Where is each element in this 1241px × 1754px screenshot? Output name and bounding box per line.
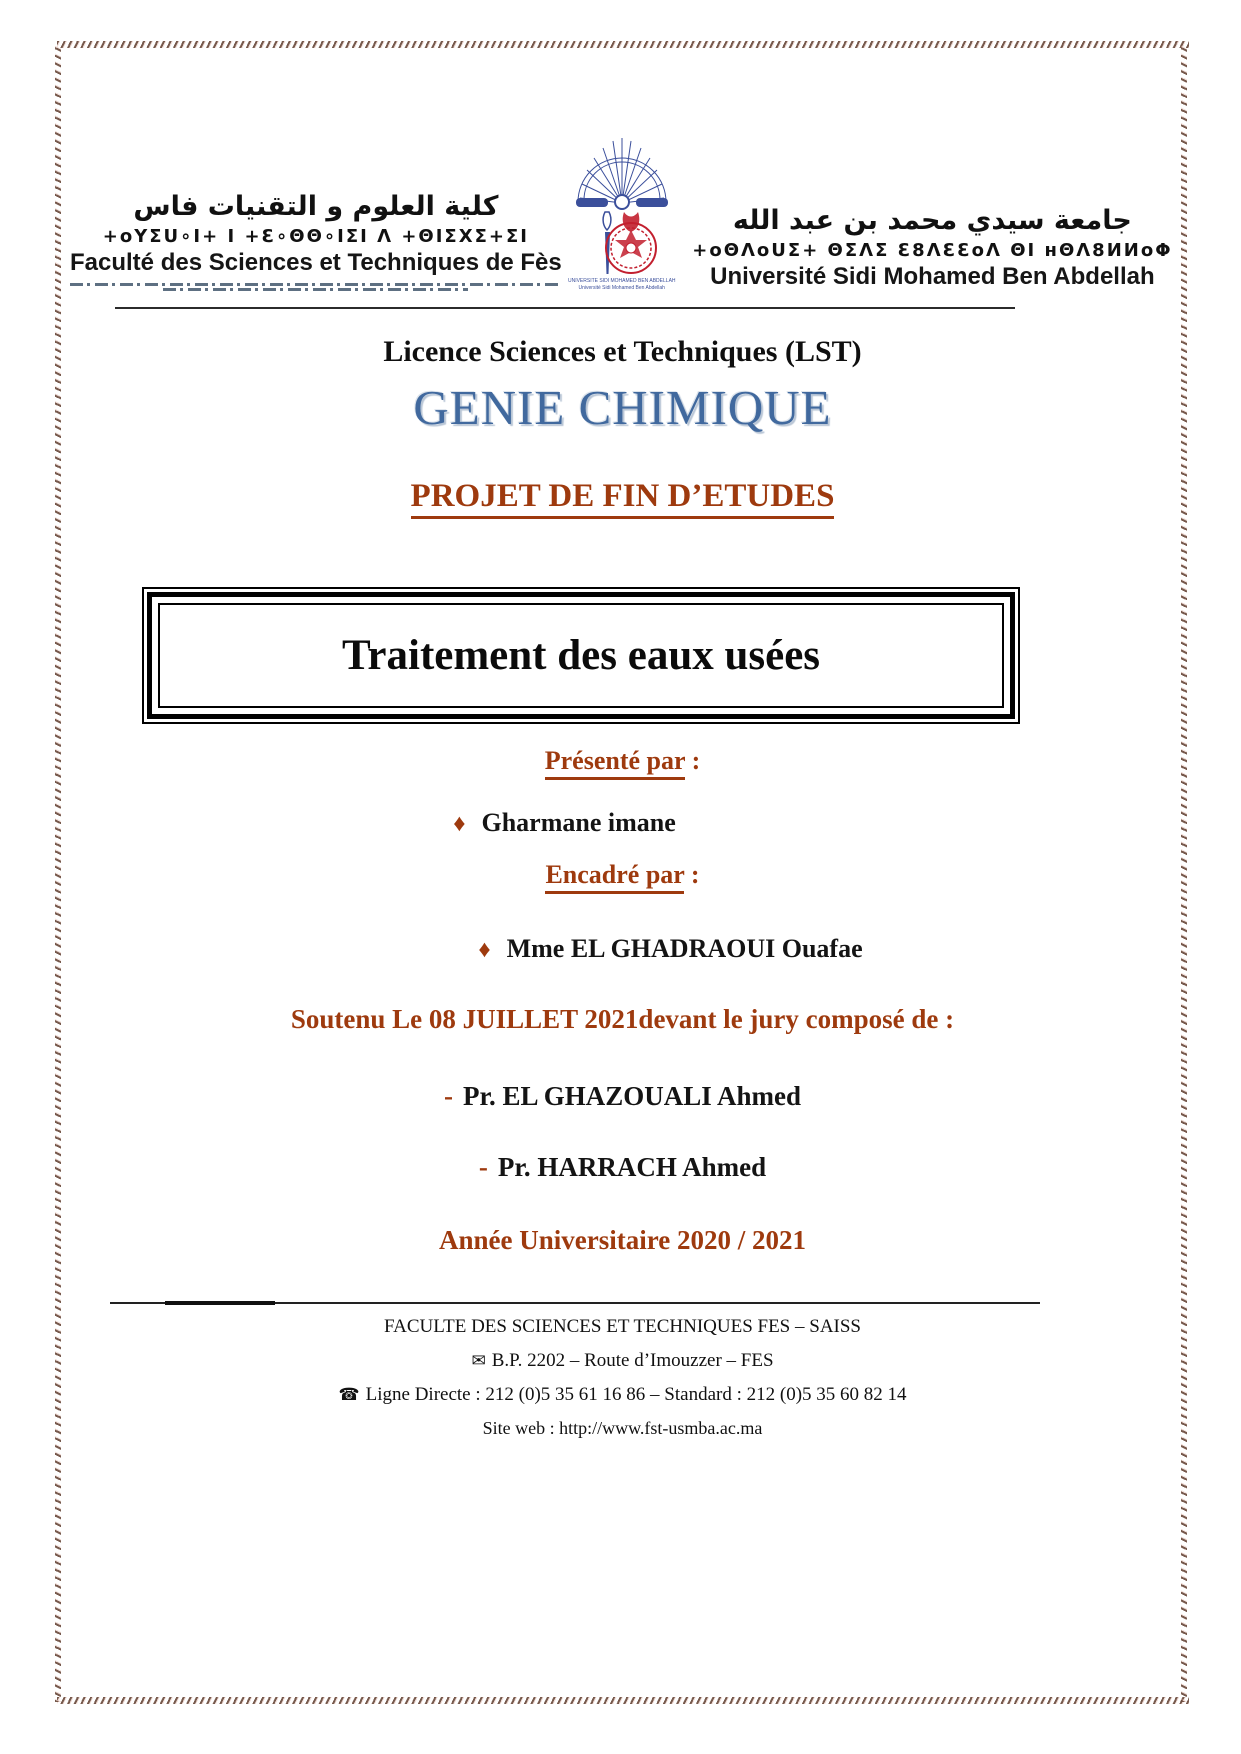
page-content [70,0,1175,1439]
supervisor-line [118,934,1223,964]
footer-address-line [70,1350,1175,1372]
thesis-title-box [142,587,1020,724]
logo-caption-bottom: Université Sidi Mohamed Ben Abdellah [578,284,665,291]
jury-member-name: Pr. HARRACH Ahmed [497,1152,767,1182]
jury-member-line [70,1152,1175,1183]
footer-rule-accent [165,1301,275,1305]
faculty-block [70,190,562,291]
diamond-bullet-icon: ♦ [478,937,491,963]
report-type [70,478,1175,515]
thesis-title-box-inner [158,603,1004,708]
header-rule [115,307,1015,309]
footer-phone-text: Ligne Directe : 212 (0)5 35 61 16 86 – Standard : 212 (0)5 35 60 82 14 [365,1384,907,1405]
footer-website-line: Site web : http://www.fst-usmba.ac.ma [482,1418,763,1438]
student-name: Gharmane imane [481,808,676,837]
student-line [12,808,1117,838]
university-block [682,204,1175,291]
logo-caption-top: UNIVERSITÉ SIDI MOHAMED BEN ABDELLAH [567,278,676,284]
telephone-icon: ☎ [338,1385,360,1405]
thesis-title-box-mid [147,592,1015,719]
envelope-icon: ✉ [471,1351,486,1371]
supervisor-name: Mme EL GHADRAOUI Ouafae [506,934,863,963]
diamond-bullet-icon: ♦ [453,811,466,837]
academic-year: Année Universitaire 2020 / 2021 [439,1225,806,1255]
faculty-name-arabic: كلية العلوم و التقنيات فاس [133,191,499,223]
footer-faculty-line: FACULTE DES SCIENCES ET TECHNIQUES FES – SAISS [383,1316,861,1337]
supervised-by-section [70,860,1175,890]
report-type-label: PROJET DE FIN D’ETUDES [411,478,835,519]
page-border-bottom [57,1697,1189,1704]
page-border-left [55,46,61,1702]
faculty-name-french: Faculté des Sciences et Techniques de Fès [70,249,562,276]
jury-member-line [70,1081,1175,1112]
university-name-arabic: جامعة سيدي محمد بن عبد الله [732,205,1132,237]
thesis-title: Traitement des eaux usées [341,632,821,679]
page-border-right [1181,46,1187,1702]
university-logo [562,128,682,291]
presented-by-section [70,746,1175,776]
university-logo-icon [574,128,670,278]
university-name-french: Université Sidi Mohamed Ben Abdellah [710,263,1155,290]
jury-dash: - [443,1081,453,1111]
presented-by-colon: : [685,746,701,775]
cover-body [70,335,1175,1256]
letterhead [70,128,1175,291]
supervised-by-colon: : [684,860,700,889]
footer [70,1316,1175,1439]
footer-address-text: B.P. 2202 – Route d’Imouzzer – FES [491,1350,774,1371]
university-name-tifinagh: +oΘΛoUΣ+ ΘΣΛΣ Ɛ8ΛƐƐoΛ ΘI ʜΘΛ8ИИoΦ [692,240,1173,261]
jury-member-name: Pr. EL GHAZOUALI Ahmed [462,1081,802,1111]
jury-dash: - [478,1152,488,1182]
degree-title: GENIE CHIMIQUE [413,380,832,435]
defense-line: Soutenu Le 08 JUILLET 2021devant le jury composé de : [290,1004,955,1034]
presented-by-label: Présenté par [545,746,685,780]
footer-rule [110,1302,1040,1304]
faculty-name-tifinagh: +oYΣU∘I+ I +Ɛ∘ΘΘ∘IΣI Λ +ΘIΣXΣ+ΣI [102,226,529,247]
dash-dot-separator-short [163,288,468,291]
footer-phone-line [70,1384,1175,1406]
supervised-by-label: Encadré par [545,860,684,894]
program-line: Licence Sciences et Techniques (LST) [383,335,862,368]
dash-dot-separator [70,283,562,286]
